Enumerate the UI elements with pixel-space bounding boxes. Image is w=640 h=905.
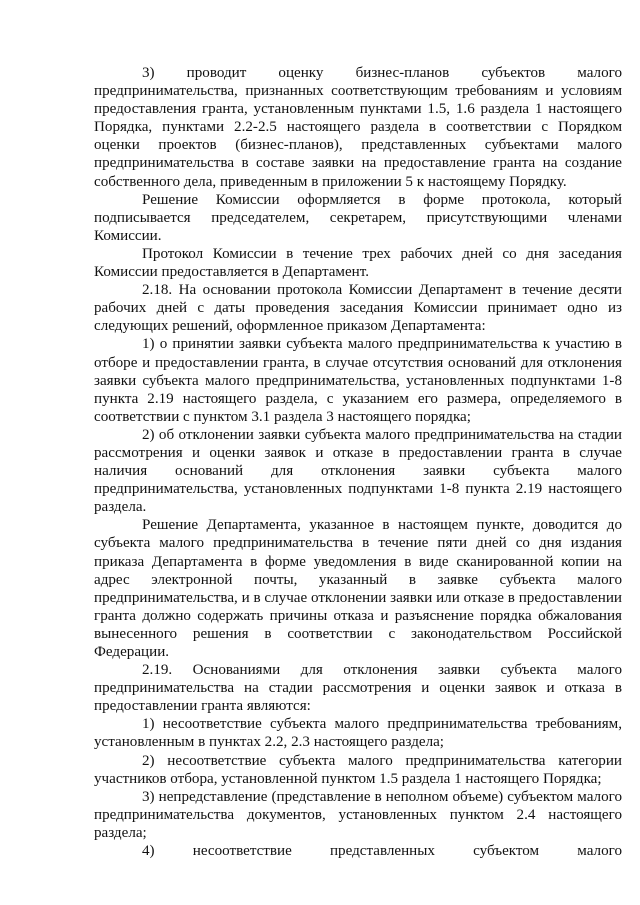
paragraph-ground-2: 2) несоответствие субъекта малого предпринимательства категории участников отбора, установленной пунктом 1.5 раздела 1 настоящего Порядка; (94, 752, 622, 787)
paragraph-ground-3: 3) непредставление (представление в неполном объеме) субъектом малого предпринимательства документов, установленных пунктом 2.4 настоящего раздела; (94, 788, 622, 841)
paragraph-ground-1: 1) несоответствие субъекта малого предпринимательства требованиям, установленным в пунктах 2.2, 2.3 настоящего раздела; (94, 716, 622, 751)
paragraph-decision-accept: 1) о принятии заявки субъекта малого предпринимательства к участию в отборе и предоставлении гранта, в случае отсутствия оснований для отклонения заявки субъекта малого предпринимательства, установленных подпунктами 1-8 пункта 2.19 настоящего раздела, с указанием его размера, определяемого в соответствии с пунктом 3.1 раздела 3 настоящего порядка; (94, 336, 622, 425)
paragraph-ground-4: 4) несоответствие представленных субъектом малого (142, 843, 622, 860)
paragraph-clause-2-18: 2.18. На основании протокола Комиссии Департамент в течение десяти рабочих дней с даты проведения заседания Комиссии принимает одно из следующих решений, оформленное приказом Департамента: (94, 282, 622, 335)
paragraph-commission-decision: Решение Комиссии оформляется в форме протокола, который подписывается председателем, секретарем, присутствующими членами Комиссии. (94, 191, 622, 244)
document-page (94, 64, 622, 860)
paragraph-item-3-evaluation: 3) проводит оценку бизнес-планов субъектов малого предпринимательства, признанных соответствующим требованиям и условиям предоставления гранта, установленным пунктами 1.5, 1.6 раздела 1 настоящего Порядка, пунктами 2.2-2.5 настоящего раздела в соответствии с Порядком оценки проектов (бизнес-планов), представленных субъектами малого предпринимательства в составе заявки на предоставление гранта на создание собственного дела, приведенным в приложении 5 к настоящему Порядку. (94, 65, 622, 190)
paragraph-clause-2-19: 2.19. Основаниями для отклонения заявки субъекта малого предпринимательства на стадии рассмотрения и оценки заявок и отказа в предоставлении гранта являются: (94, 662, 622, 715)
paragraph-protocol-submission: Протокол Комиссии в течение трех рабочих дней со дня заседания Комиссии предоставляется в Департамент. (94, 245, 622, 281)
paragraph-notification: Решение Департамента, указанное в настоящем пункте, доводится до субъекта малого предпринимательства в течение пяти дней со дня издания приказа Департамента в форме уведомления в виде сканированной копии на адрес электронной почты, указанный в заявке субъекта малого предпринимательства, и в случае отклонении заявки или отказе в предоставлении гранта должно содержать причины отказа и разъяснение порядка обжалования вынесенного решения в соответствии с законодательством Российской Федерации. (94, 517, 622, 660)
paragraph-decision-reject: 2) об отклонении заявки субъекта малого предпринимательства на стадии рассмотрения и оценки заявок и отказе в предоставлении гранта в случае наличия оснований для отклонения заявки субъекта малого предпринимательства, установленных подпунктами 1-8 пункта 2.19 настоящего раздела. (94, 426, 622, 516)
